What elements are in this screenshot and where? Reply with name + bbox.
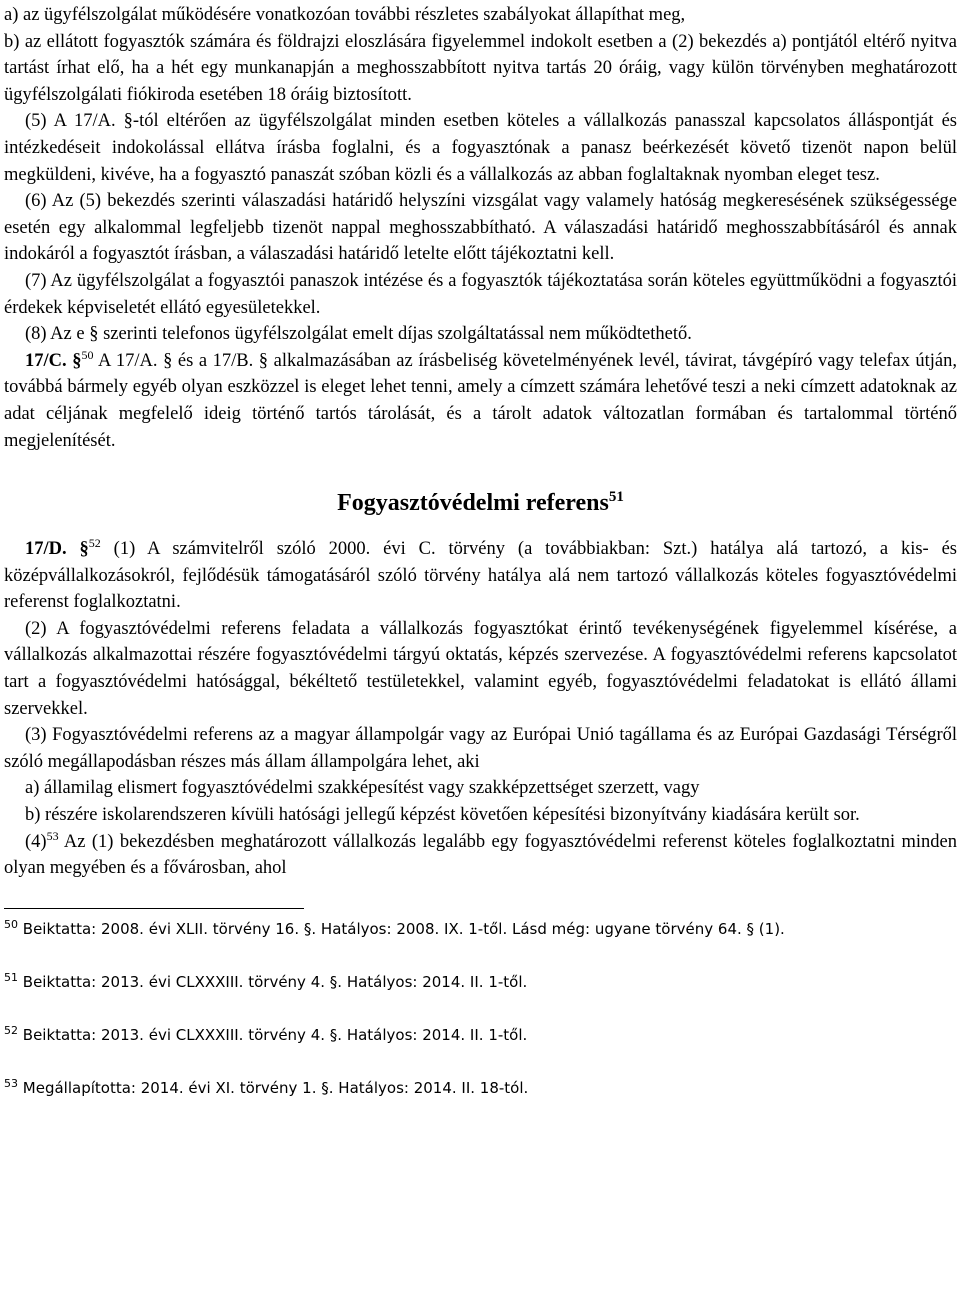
heading-text: Fogyasztóvédelmi referens: [337, 490, 609, 517]
section-17d-label: 17/D. §: [25, 539, 89, 560]
section-17d-paragraph-4: [4, 829, 957, 882]
footnote-ref-50: 50: [81, 347, 94, 362]
section-17c-text: A 17/A. § és a 17/B. § alkalmazásában az írásbeliség követelményének levél, távirat, távgépíró vagy telefax útján, továbbá bármely egyéb olyan eszközzel is eleget lehet tenni, amely a címzett számára lehetővé teszi a neki címzett adatoknak az adat céljának megfelelő ideig történő tartós tárolását, és a tárolt adatok változatlan formában és tartalommal történő megjelenítését.: [4, 350, 957, 451]
footnote-53: [4, 1078, 957, 1098]
section-17d-paragraph-2: (2) A fogyasztóvédelmi referens feladata a vállalkozás fogyasztókat érintő tevékenységének figyelemmel kísérése, a vállalkozás alkalmazottai részére fogyasztóvédelmi tárgyú oktatás, képzés szervezése. A fogyasztóvédelmi referens kapcsolatot tart a fogyasztóvédelmi hatósággal, békéltető testületekkel, valamint egyéb, fogyasztóvédelmi feladatokat is ellátó állami szervekkel.: [4, 618, 957, 719]
section-17c-label: 17/C. §: [25, 350, 82, 371]
footnote-text: Megállapította: 2014. évi XI. törvény 1. §. Hatályos: 2014. II. 18-tól.: [22, 1078, 529, 1097]
section-17d-paragraph-3: (3) Fogyasztóvédelmi referens az a magyar állampolgár vagy az Európai Unió tagállama és az Európai Gazdasági Térségről szóló megállapodásban részes más állam állampolgára lehet, aki: [4, 725, 957, 772]
footnote-separator: [4, 908, 304, 909]
point-a: a) az ügyfélszolgálat működésére vonatkozóan további részletes szabályokat állapíthat meg,: [4, 5, 686, 25]
paragraph-8: (8) Az e § szerinti telefonos ügyfélszolgálat emelt díjas szolgáltatással nem működtethető.: [25, 324, 692, 345]
section-heading: [4, 488, 957, 518]
section-17d: [4, 536, 957, 616]
section-17c: [4, 348, 957, 454]
footnote-50: [4, 919, 957, 939]
footnote-51: [4, 972, 957, 992]
body-text: [4, 0, 957, 882]
section-17d-point-b: b) részére iskolarendszeren kívüli hatósági jellegű képzést követően képesítési bizonyítvány kiadására került sor.: [25, 805, 860, 826]
footnote-ref-52: 52: [88, 535, 101, 550]
footnotes: [4, 919, 957, 1098]
footnote-52: [4, 1025, 957, 1045]
footnote-text: Beiktatta: 2008. évi XLII. törvény 16. §. Hatályos: 2008. IX. 1-től. Lásd még: ugyane törvény 64. § (1).: [22, 919, 785, 938]
footnote-number: 50: [4, 917, 18, 931]
paragraph-4-text: Az (1) bekezdésben meghatározott vállalkozás legalább egy fogyasztóvédelmi referenst köteles foglalkoztatni minden olyan megyében és a fővárosban, ahol: [4, 831, 957, 879]
section-17d-text: (1) A számvitelről szóló 2000. évi C. törvény (a továbbiakban: Szt.) hatálya alá tartozó, a kis- és középvállalkozásokról, fejlődésük támogatásáról szóló törvény hatálya alá nem tartozó vállalkozás köteles fogyasztóvédelmi referenst foglalkoztatni.: [4, 539, 958, 613]
footnote-text: Beiktatta: 2013. évi CLXXXIII. törvény 4. §. Hatályos: 2014. II. 1-től.: [22, 1025, 528, 1044]
footnote-ref-53: 53: [46, 828, 59, 843]
footnote-text: Beiktatta: 2013. évi CLXXXIII. törvény 4. §. Hatályos: 2014. II. 1-től.: [22, 972, 528, 991]
paragraph-7: (7) Az ügyfélszolgálat a fogyasztói panaszok intézése és a fogyasztók tájékoztatása során köteles együttműködni a fogyasztói érdekek képviseletét ellátó egyesületekkel.: [4, 270, 957, 318]
footnote-number: 52: [4, 1023, 18, 1037]
footnote-number: 51: [4, 970, 18, 984]
footnote-ref-51: 51: [608, 489, 624, 506]
paragraph-4-label: (4): [25, 831, 47, 852]
section-17d-point-a: a) államilag elismert fogyasztóvédelmi szakképesítést vagy szakképzettséget szerzett, vagy: [25, 778, 700, 799]
paragraph-6: (6) Az (5) bekezdés szerinti válaszadási határidő helyszíni vizsgálat vagy valamely hatóság megkeresésének szükségessége esetén egy alkalommal legfeljebb tizenöt nappal meghosszabbítható. A válaszadási határidő meghosszabbításáról és annak indokáról a fogyasztót írásban, a válaszadási határidő letelte előtt tájékoztatni kell.: [4, 191, 957, 265]
paragraph-5: (5) A 17/A. §-tól eltérően az ügyfélszolgálat minden esetben köteles a vállalkozás panasszal kapcsolatos álláspontját és intézkedéseit indokolással ellátva írásba foglalni, és a fogyasztónak a panasz beérkezését követő tizenöt napon belül megküldeni, kivéve, ha a fogyasztó panaszát szóban közli és a vállalkozás az abban foglaltaknak nyomban eleget tesz.: [4, 111, 957, 185]
footnote-number: 53: [4, 1076, 18, 1090]
point-b: b) az ellátott fogyasztók számára és földrajzi eloszlására figyelemmel indokolt esetben a (2) bekezdés a) pontjától eltérő nyitva tartást írhat elő, ha a hét egy munkanapján a meghosszabbított nyitva tartás 20 óráig, vagy külön törvényben meghatározott ügyfélszolgálati fiókiroda esetében 18 óráig biztosított.: [4, 31, 957, 105]
